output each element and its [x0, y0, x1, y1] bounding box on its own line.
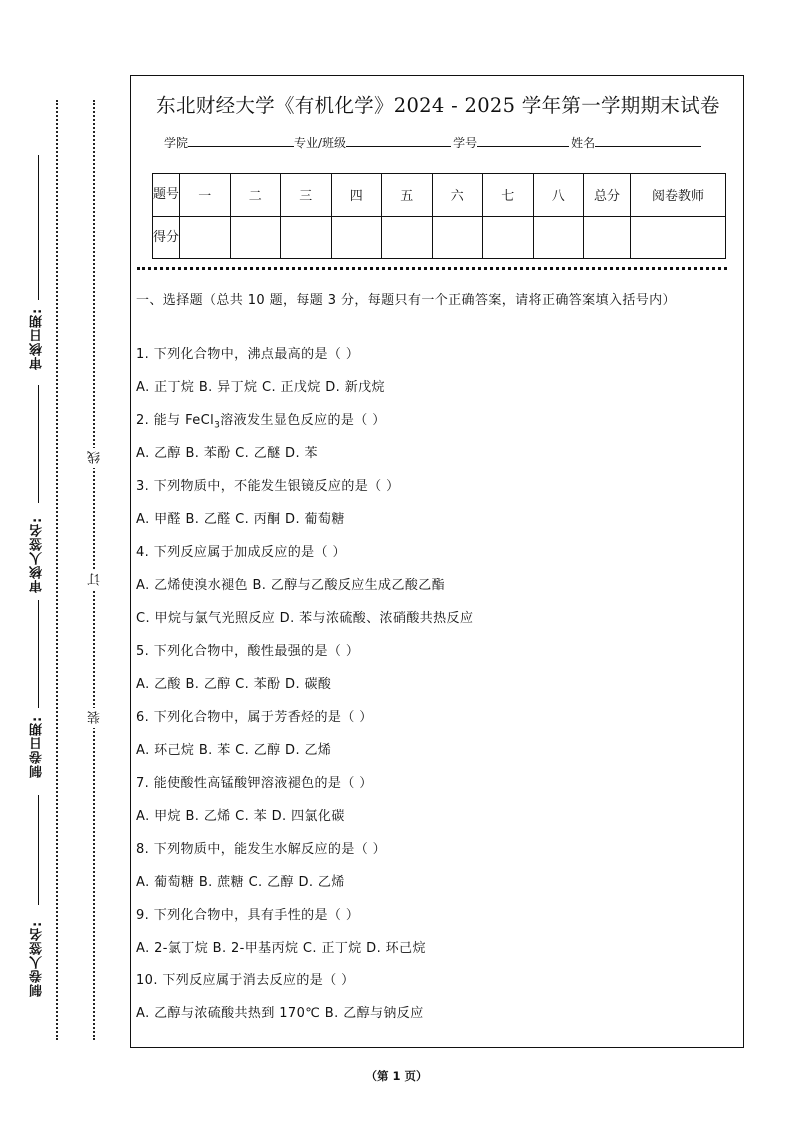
- question-8: 8. 下列物质中，能发生水解反应的是（ ）: [136, 842, 387, 857]
- score-cell-1[interactable]: [180, 216, 231, 259]
- col-head-5: 五: [382, 174, 433, 217]
- auditor-sign-line: [38, 385, 39, 503]
- student-info-row: [164, 132, 701, 151]
- college-field[interactable]: [188, 132, 294, 147]
- question-6-options: A. 环己烷 B. 苯 C. 乙醇 D. 乙烯: [136, 743, 332, 758]
- score-cell-5[interactable]: [382, 216, 433, 259]
- col-head-4: 四: [331, 174, 382, 217]
- maker-sign-line: [38, 795, 39, 905]
- question-9-options: A. 2-氯丁烷 B. 2-甲基丙烷 C. 正丁烷 D. 环己烷: [136, 941, 426, 956]
- score-table: [152, 173, 726, 259]
- row-head-question-number: 题号: [153, 174, 180, 217]
- make-date-line: [38, 600, 39, 708]
- question-5-options: A. 乙酸 B. 乙醇 C. 苯酚 D. 碳酸: [136, 677, 332, 692]
- section-1-title: 一、选择题（总共 10 题，每题 3 分，每题只有一个正确答案，请将正确答案填入括号内）: [136, 293, 676, 308]
- col-head-2: 二: [230, 174, 281, 217]
- question-4-options-line2: C. 甲烷与氯气光照反应 D. 苯与浓硫酸、浓硝酸共热反应: [136, 611, 474, 626]
- col-head-6: 六: [432, 174, 483, 217]
- question-1: 1. 下列化合物中，沸点最高的是（ ）: [136, 347, 360, 362]
- question-2-text-a: 2. 能与 FeCl: [136, 413, 215, 428]
- question-3-options: A. 甲醛 B. 乙醛 C. 丙酮 D. 葡萄糖: [136, 512, 345, 527]
- score-cell-4[interactable]: [331, 216, 382, 259]
- major-field[interactable]: [346, 132, 451, 147]
- question-4-options-line1: A. 乙烯使溴水褪色 B. 乙醇与乙酸反应生成乙酸乙酯: [136, 578, 446, 593]
- bind-mark-zhuang: 装: [86, 708, 102, 728]
- question-10: 10. 下列反应属于消去反应的是（ ）: [136, 973, 355, 988]
- col-head-1: 一: [180, 174, 231, 217]
- col-head-7: 七: [483, 174, 534, 217]
- name-label: 姓名: [571, 136, 596, 150]
- maker-sign-label: 制卷人签名:: [30, 920, 45, 997]
- bind-mark-line: 线: [86, 448, 102, 468]
- row-head-score: 得分: [153, 216, 180, 259]
- question-8-options: A. 葡萄糖 B. 蔗糖 C. 乙醇 D. 乙烯: [136, 875, 345, 890]
- question-3: 3. 下列物质中，不能发生银镜反应的是（ ）: [136, 479, 400, 494]
- score-cell-2[interactable]: [230, 216, 281, 259]
- score-cell-8[interactable]: [533, 216, 584, 259]
- question-9: 9. 下列化合物中，具有手性的是（ ）: [136, 908, 360, 923]
- col-head-3: 三: [281, 174, 332, 217]
- college-label: 学院: [164, 136, 189, 150]
- score-table-score-row: [153, 216, 726, 259]
- question-2: [136, 411, 386, 436]
- col-head-8: 八: [533, 174, 584, 217]
- question-4: 4. 下列反应属于加成反应的是（ ）: [136, 545, 346, 560]
- student-id-field[interactable]: [477, 132, 569, 147]
- exam-frame: [130, 75, 744, 1048]
- student-id-label: 学号: [453, 136, 478, 150]
- name-field[interactable]: [595, 132, 701, 147]
- question-10-options: A. 乙醇与浓硫酸共热到 170℃ B. 乙醇与钠反应: [136, 1006, 424, 1021]
- score-cell-6[interactable]: [432, 216, 483, 259]
- page-number: （第 1 页）: [365, 1069, 428, 1083]
- score-table-header-row: [153, 174, 726, 217]
- bind-mark-ding: 订: [86, 570, 102, 590]
- question-7: 7. 能使酸性高锰酸钾溶液褪色的是（ ）: [136, 776, 373, 791]
- score-cell-total[interactable]: [584, 216, 631, 259]
- exam-title: 东北财经大学《有机化学》2024 - 2025 学年第一学期期末试卷: [156, 94, 720, 117]
- auditor-sign-label: 审核人签名:: [30, 516, 45, 593]
- audit-date-line: [38, 155, 39, 300]
- col-head-total: 总分: [584, 174, 631, 217]
- dotted-separator: [137, 267, 727, 270]
- score-cell-7[interactable]: [483, 216, 534, 259]
- question-2-text-b: 溶液发生显色反应的是（ ）: [220, 413, 386, 428]
- margin-dotted-line-outer: [56, 100, 58, 1040]
- question-6: 6. 下列化合物中，属于芳香烃的是（ ）: [136, 710, 373, 725]
- question-2-options: A. 乙醇 B. 苯酚 C. 乙醚 D. 苯: [136, 446, 318, 461]
- major-label: 专业/班级: [294, 136, 347, 150]
- question-7-options: A. 甲烷 B. 乙烯 C. 苯 D. 四氯化碳: [136, 809, 345, 824]
- question-1-options: A. 正丁烷 B. 异丁烷 C. 正戊烷 D. 新戊烷: [136, 380, 385, 395]
- audit-date-label: 审核日期:: [30, 307, 45, 370]
- col-head-grader: 阅卷教师: [631, 174, 726, 217]
- score-cell-grader[interactable]: [631, 216, 726, 259]
- make-date-label: 制卷日期:: [30, 715, 45, 778]
- question-5: 5. 下列化合物中，酸性最强的是（ ）: [136, 644, 360, 659]
- score-cell-3[interactable]: [281, 216, 332, 259]
- question-2-subscript: 3: [214, 420, 221, 431]
